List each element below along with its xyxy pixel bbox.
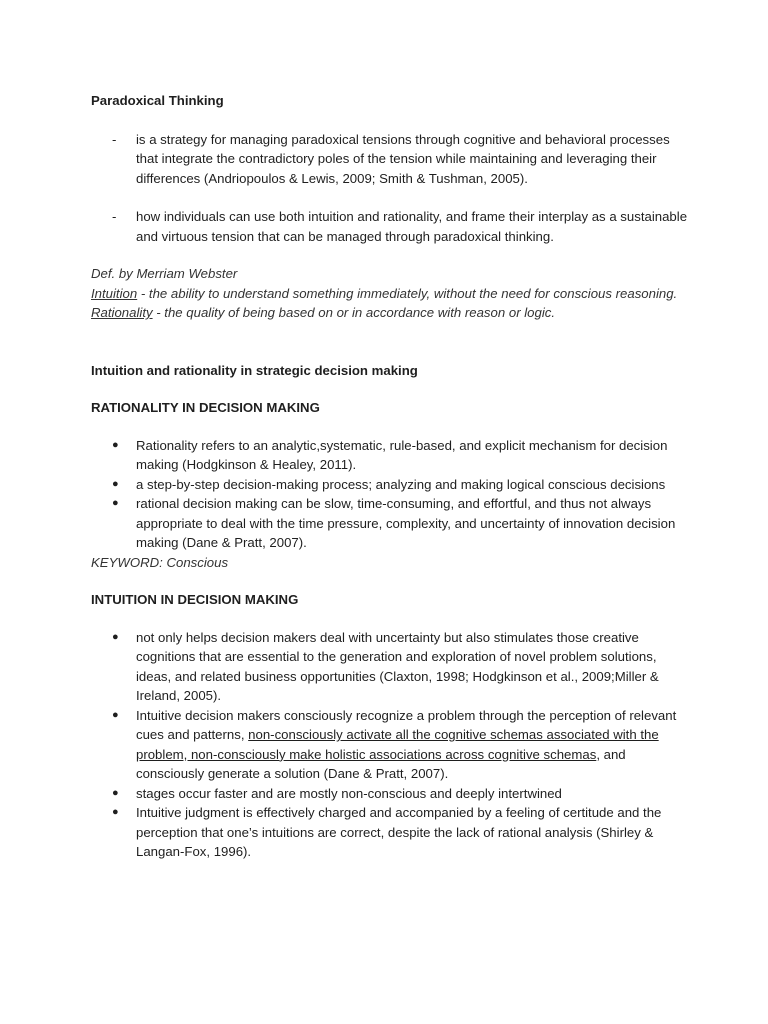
dash-list-item [91,207,691,246]
bullet-item-text: stages occur faster and are mostly non-conscious and deeply intertwined [136,785,562,801]
bullet-item-text: Intuitive judgment is effectively charged and accompanied by a feeling of certitude and the perception that one’s intuitions are correct, despite the lack of rational analysis (Shirley & Langan-Fox, 1996). [136,805,662,859]
heading-intuition: INTUITION IN DECISION MAKING [91,592,299,607]
bullet-marker: ● [112,497,119,509]
document-page [91,91,691,862]
bullet-list-item [91,475,691,495]
bullet-list-item [91,803,691,862]
bullet-item-text: Rationality refers to an analytic,systematic, rule-based, and explicit mechanism for decision making (Hodgkinson & Healey, 2011). [136,437,668,472]
dash-marker: - [112,209,117,224]
dash-item-text: how individuals can use both intuition and rationality, and frame their interplay as a sustainable and virtuous tension that can be managed through paradoxical thinking. [136,209,688,244]
dash-item-text: is a strategy for managing paradoxical tensions through cognitive and behavioral processes that integrate the contradictory poles of the tension while maintaining and leveraging their differences (Andriopoulos & Lewis, 2009; Smith & Tushman, 2005). [136,131,670,186]
bullet-marker: ● [112,477,119,490]
dash-list-item [91,130,691,189]
bullet-list-item [91,706,691,784]
bullet-marker: ● [112,438,119,451]
bullet-list-item [91,628,691,706]
bullet-list-item [91,436,691,475]
bullet-marker: ● [112,630,119,643]
bullet-marker: ● [112,786,119,799]
rationality-term: Rationality [91,305,153,320]
bullet-item-text: not only helps decision makers deal with uncertainty but also stimulates those creative cognitions that are essential to the generation and exploration of novel problem solutions, ideas, and related business opportunities (Claxton, 1998; Hodgkinson et al., 2009;Miller & Ireland, 2005). [136,629,659,703]
bullet-item-text: a step-by-step decision-making process; analyzing and making logical conscious decisions [136,476,666,492]
bullet-item-text: rational decision making can be slow, time-consuming, and effortful, and thus not always appropriate to deal with the time pressure, complexity, and uncertainty of innovation decision making (Dane & Pratt, 2007). [136,496,676,550]
dash-marker: - [112,131,117,147]
heading-paradoxical-thinking: Paradoxical Thinking [91,93,224,108]
definition-source: Def. by Merriam Webster [91,266,238,281]
item-text-underlined: non-consciously activate all the cognitive schemas associated with the problem, non-consciously make holistic associations across cognitive schemas [136,727,659,762]
heading-rationality: RATIONALITY IN DECISION MAKING [91,400,320,415]
item-text-after: , and consciously generate a solution (Dane & Pratt, 2007). [136,746,626,781]
bullet-list-item [91,784,691,804]
intuition-term: Intuition [91,285,138,301]
keyword-line: KEYWORD: Conscious [91,554,229,570]
bullet-item-text [136,708,676,782]
definition-rationality [91,303,691,323]
intuition-definition: - the ability to understand something immediately, without the need for conscious reasoning. [137,285,678,301]
definition-intuition [91,284,691,304]
rationality-definition: - the quality of being based on or in accordance with reason or logic. [152,305,556,320]
item-text-before: Intuitive decision makers consciously recognize a problem through the perception of relevant cues and patterns, [136,707,677,742]
heading-intuition-rationality: Intuition and rationality in strategic decision making [91,362,418,378]
bullet-list-item [91,494,691,553]
bullet-marker: ● [112,708,119,721]
bullet-marker: ● [112,806,119,818]
